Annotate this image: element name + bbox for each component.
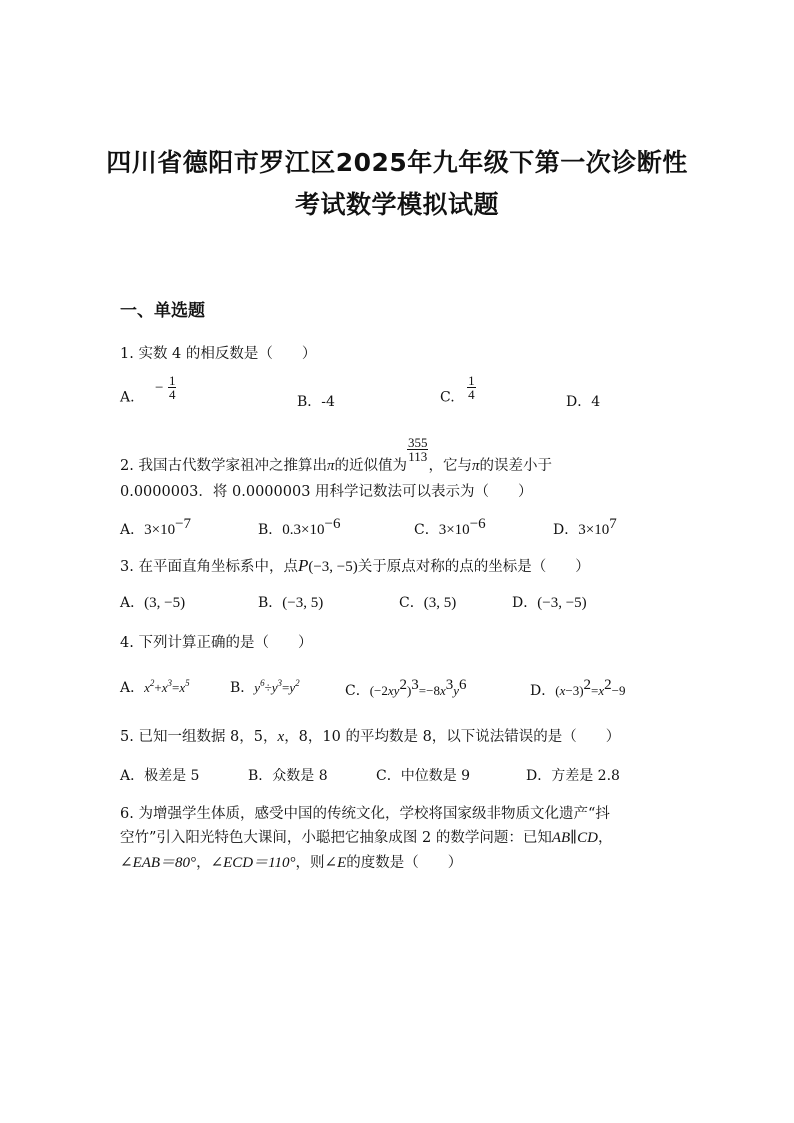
pi-symbol: π [326, 457, 335, 474]
pi-symbol: π [471, 457, 480, 474]
fraction-numerator: 1 [468, 373, 475, 388]
page-title-line1: 四川省德阳市罗江区2025年九年级下第一次诊断性 [106, 148, 688, 177]
text: 的误差小于 [479, 457, 552, 474]
coordinate: (−3, −5) [308, 559, 358, 575]
variable: x [277, 729, 285, 745]
question-2-option-b [258, 516, 340, 539]
option-label: A. [120, 389, 135, 406]
question-5-stem [120, 725, 620, 746]
question-5-option-b: B．众数是 8 [248, 768, 328, 784]
question-5-option-c: C．中位数是 9 [376, 768, 471, 784]
exponent: −6 [324, 516, 341, 532]
coordinate: (−3, 5) [282, 595, 324, 611]
question-6-line3 [120, 851, 462, 872]
question-6-line2 [120, 826, 612, 847]
question-2-option-d [553, 516, 617, 539]
fraction-numerator: 1 [168, 373, 176, 388]
page-title-line2: 考试数学模拟试题 [294, 190, 499, 219]
text: 空竹”引入阳光特色大课间，小聪把它抽象成图 2 的数学问题：已知 [120, 830, 552, 846]
text: ， [597, 830, 613, 846]
exponent: −7 [175, 516, 192, 532]
coordinate: (3, 5) [423, 595, 457, 611]
math: 0.3×10 [282, 522, 325, 538]
math: 3×10 [144, 522, 176, 538]
question-4-option-a: A．$x^2+x^3=x^5$ [120, 678, 190, 696]
question-4-stem: 4. 下列计算正确的是（ ） [120, 635, 313, 651]
fraction [168, 374, 177, 401]
fraction-denominator: 4 [168, 387, 176, 402]
option-label: B． [258, 595, 283, 611]
text: ， [196, 855, 211, 871]
text: ，8，10 的平均数是 8，以下说法错误的是（ ） [284, 729, 621, 745]
option-label: C. [440, 389, 455, 406]
question-5-option-a: A．极差是 5 [120, 768, 200, 784]
fraction-355-113 [407, 436, 429, 463]
section-heading: 一、单选题 [120, 301, 205, 321]
fraction-denominator: 4 [468, 387, 475, 402]
question-2-option-a [120, 516, 191, 539]
fraction-denominator: 113 [408, 449, 428, 464]
question-2-stem [120, 435, 552, 474]
question-3-option-c [399, 592, 456, 612]
math: ∠E [324, 855, 347, 871]
exponent: 7 [609, 516, 617, 532]
text: 2. 我国古代数学家祖冲之推算出 [120, 457, 327, 474]
text: ，则 [295, 855, 325, 871]
question-1-option-d: D．4 [566, 394, 601, 410]
text: 关于原点对称的点的坐标是（ ） [357, 559, 590, 575]
fraction-numerator: 355 [407, 435, 428, 450]
math: ∠EAB＝80° [120, 855, 197, 871]
option-label: B． [258, 522, 283, 538]
text: 的近似值为 [334, 457, 407, 474]
option-label: C． [414, 522, 439, 538]
minus-sign: − [155, 379, 164, 396]
question-4-option-c: C．$(-2xy^2)^3=-8x^3y^6$ [345, 677, 467, 699]
question-4-option-b: B．$y^6\div y^3=y^2$ [230, 678, 300, 696]
question-1-option-c [440, 373, 476, 411]
question-3-option-a [120, 592, 185, 612]
coordinate: (3, −5) [144, 595, 186, 611]
math: AB∥CD [551, 830, 598, 846]
question-3-stem [120, 555, 590, 576]
option-label: B． [230, 680, 255, 696]
option-label: C． [399, 595, 424, 611]
coordinate: (−3, −5) [537, 595, 587, 611]
math: 3×10 [578, 522, 610, 538]
question-4-option-d: D．$(x-3)^2=x^2-9$ [530, 677, 626, 699]
option-label: D． [512, 595, 538, 611]
option-label: A． [120, 522, 145, 538]
option-label: A． [120, 680, 145, 696]
question-1-option-a [120, 373, 176, 411]
option-label: A． [120, 595, 145, 611]
text: 3. 在平面直角坐标系中，点 [120, 559, 298, 575]
question-2-line2: 0.0000003．将 0.0000003 用科学记数法可以表示为（ ） [120, 484, 533, 500]
question-2-option-c [414, 516, 486, 539]
question-3-option-d [512, 592, 587, 612]
text: 的度数是（ ） [346, 855, 463, 871]
exponent: −6 [469, 516, 486, 532]
question-3-option-b [258, 592, 323, 612]
question-5-option-d: D．方差是 2.8 [526, 768, 620, 784]
text: 5. 已知一组数据 8，5， [120, 729, 278, 745]
math: ∠ECD＝110° [210, 855, 296, 871]
fraction [467, 374, 476, 401]
question-1-stem: 1. 实数 4 的相反数是（ ） [120, 346, 317, 362]
option-label: D． [553, 522, 579, 538]
option-label: C． [345, 683, 370, 699]
option-label: D． [530, 683, 556, 699]
text: ，它与 [428, 457, 472, 474]
point-label: P [297, 556, 309, 575]
math: 3×10 [438, 522, 470, 538]
question-1-option-b: B．-4 [297, 394, 335, 410]
question-6-line1: 6. 为增强学生体质，感受中国的传统文化，学校将国家级非物质文化遗产“抖 [120, 806, 610, 822]
